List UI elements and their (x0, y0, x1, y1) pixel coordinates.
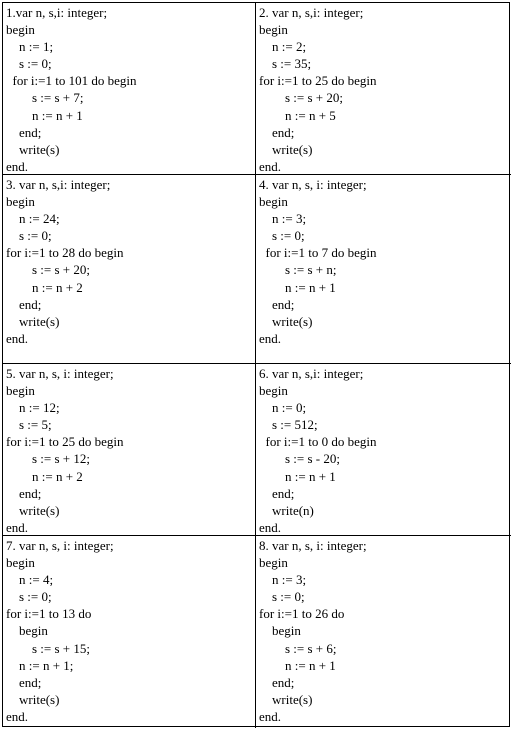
code-line: s := 5; (6, 417, 52, 433)
code-line: s := 512; (259, 417, 318, 433)
code-line: s := s + 6; (259, 640, 337, 656)
code-line: end; (6, 296, 42, 312)
code-line: for i:=1 to 0 do begin (259, 434, 377, 450)
code-line: begin (6, 383, 35, 399)
code-line: begin (6, 555, 35, 571)
code-line: 3. var n, s,i: integer; (6, 177, 111, 192)
code-line: end; (259, 674, 295, 690)
code-line: begin (259, 383, 288, 399)
code-line: for i:=1 to 25 do begin (6, 434, 124, 450)
code-line: end. (6, 519, 29, 535)
code-line: s := s + 20; (259, 90, 344, 106)
code-line: end; (6, 124, 42, 140)
code-line: for i:=1 to 101 do begin (6, 73, 137, 89)
code-line: s := s + 12; (6, 451, 91, 467)
code-line: n := 0; (259, 400, 307, 416)
code-line: end; (6, 485, 42, 501)
code-line: end; (259, 485, 295, 501)
code-line: s := 0; (6, 589, 52, 605)
code-line: write(s) (6, 141, 60, 157)
code-line: begin (6, 22, 35, 38)
code-line: s := 0; (6, 228, 52, 244)
code-line: end. (6, 708, 29, 724)
code-line: n := n + 1 (259, 279, 336, 295)
code-line: begin (259, 22, 288, 38)
code-line: end. (259, 708, 282, 724)
code-line: n := 3; (259, 211, 307, 227)
code-line: end. (259, 158, 282, 174)
task-table (2, 2, 510, 727)
code-line: s := 0; (259, 589, 305, 605)
code-line: 6. var n, s,i: integer; (259, 366, 364, 381)
code-line: end. (6, 158, 29, 174)
code-line: for i:=1 to 26 do (259, 606, 345, 622)
code-line: s := s + 7; (6, 90, 84, 106)
task-cell-4 (256, 175, 511, 364)
code-line: n := n + 1 (259, 468, 336, 484)
code-line: n := 24; (6, 211, 60, 227)
code-line: n := 2; (259, 39, 307, 55)
code-line: write(s) (6, 313, 60, 329)
code-line: begin (259, 623, 301, 639)
code-line: n := 3; (259, 572, 307, 588)
code-line: for i:=1 to 13 do (6, 606, 92, 622)
task-cell-2 (256, 3, 511, 175)
task-cell-1 (3, 3, 256, 175)
code-line: end. (259, 519, 282, 535)
code-line: write(s) (259, 313, 313, 329)
code-line: for i:=1 to 25 do begin (259, 73, 377, 89)
code-line: write(s) (259, 691, 313, 707)
code-line: begin (6, 623, 48, 639)
code-line: n := 12; (6, 400, 60, 416)
task-cell-3 (3, 175, 256, 364)
code-line: n := n + 2 (6, 279, 83, 295)
code-line: 1.var n, s,i: integer; (6, 5, 108, 20)
code-line: write(s) (6, 691, 60, 707)
code-line: s := s + 20; (6, 262, 91, 278)
task-cell-8 (256, 536, 511, 728)
code-line: s := s + 15; (6, 640, 91, 656)
code-line: end; (6, 674, 42, 690)
code-line: n := n + 1 (6, 107, 83, 123)
code-line: 5. var n, s, i: integer; (6, 366, 114, 381)
code-line: n := 4; (6, 572, 54, 588)
code-line: for i:=1 to 7 do begin (259, 245, 377, 261)
code-line: 4. var n, s, i: integer; (259, 177, 367, 192)
code-line: s := s + n; (259, 262, 337, 278)
code-line: begin (259, 194, 288, 210)
code-line: end. (6, 330, 29, 346)
code-line: s := s - 20; (259, 451, 341, 467)
code-line: end. (259, 330, 282, 346)
code-line: n := n + 1; (6, 657, 74, 673)
code-line: for i:=1 to 28 do begin (6, 245, 124, 261)
code-line: begin (259, 555, 288, 571)
task-cell-7 (3, 536, 256, 728)
code-line: s := 0; (6, 56, 52, 72)
code-line: write(n) (259, 502, 314, 518)
code-line: 7. var n, s, i: integer; (6, 538, 114, 553)
code-line: begin (6, 194, 35, 210)
code-line: write(s) (259, 141, 313, 157)
code-line: s := 35; (259, 56, 312, 72)
code-line: n := n + 5 (259, 107, 336, 123)
code-line: n := n + 1 (259, 657, 336, 673)
code-line: n := 1; (6, 39, 54, 55)
task-cell-5 (3, 364, 256, 536)
task-cell-6 (256, 364, 511, 536)
code-line: 2. var n, s,i: integer; (259, 5, 364, 20)
code-line: s := 0; (259, 228, 305, 244)
code-line: end; (259, 124, 295, 140)
code-line: 8. var n, s, i: integer; (259, 538, 367, 553)
code-line: write(s) (6, 502, 60, 518)
code-line: n := n + 2 (6, 468, 83, 484)
code-line: end; (259, 296, 295, 312)
